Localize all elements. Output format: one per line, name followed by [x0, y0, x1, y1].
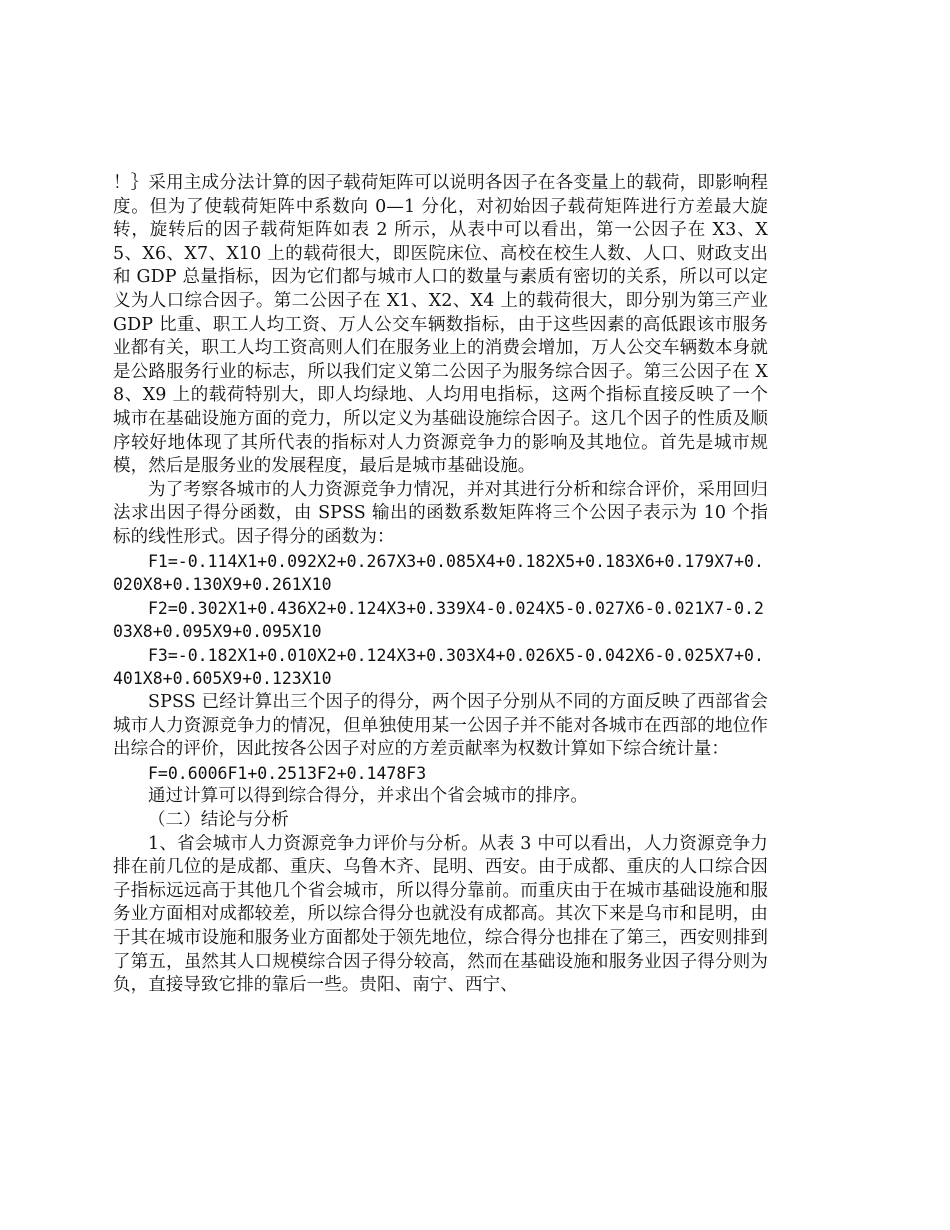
- formula-f1: F1=-0.114X1+0.092X2+0.267X3+0.085X4+0.182X5+0.183X6+0.179X7+0.020X8+0.130X9+0.261X10: [113, 551, 764, 595]
- paragraph-conclusion-analysis: 1、省会城市人力资源竞争力评价与分析。从表 3 中可以看出，人力资源竞争力排在前几位的是成都、重庆、乌鲁木齐、昆明、西安。由于成都、重庆的人口综合因子指标远远高于其他几个省会城市，所以得分靠前。而重庆由于在城市基础设施和服务业方面相对成都较差，所以综合得分也就没有成都高。其次下来是乌市和昆明，由于其在城市设施和服务业方面都处于领先地位，综合得分也排在了第三，西安则排到了第五，虽然其人口规模综合因子得分较高，然而在基础设施和服务业因子得分则为负，直接导致它排的靠后一些。贵阳、南宁、西宁、: [113, 833, 768, 996]
- formula-f2: F2=0.302X1+0.436X2+0.124X3+0.339X4-0.024X5-0.027X6-0.021X7-0.203X8+0.095X9+0.095X10: [113, 598, 764, 642]
- formula-f3: F3=-0.182X1+0.010X2+0.124X3+0.303X4+0.026X5-0.042X6-0.025X7+0.401X8+0.605X9+0.123X10: [113, 645, 764, 689]
- paragraph-factor-scores: 为了考察各城市的人力资源竞争力情况，并对其进行分析和综合评价，采用回归法求出因子得分函数，由 SPSS 输出的函数系数矩阵将三个公因子表示为 10 个指标的线性形式。因子得分的函数为：: [113, 479, 768, 547]
- paragraph-ranking: 通过计算可以得到综合得分，并求出个省会城市的排序。: [148, 786, 588, 807]
- paragraph-factor-loadings: ！｝采用主成分法计算的因子载荷矩阵可以说明各因子在各变量上的载荷，即影响程度。但为了使载荷矩阵中系数向 0—1 分化，对初始因子载荷矩阵进行方差最大旋转，旋转后的因子载荷矩阵如表 2 所示，从表中可以看出，第一公因子在 X3、X5、X6、X7、X10 上的载荷很大，即医院床位、高校在校生人数、人口、财政支出和 GDP 总量指标，因为它们都与城市人口的数量与素质有密切的关系，所以可以定义为人口综合因子。第二公因子在 X1、X2、X4 上的载荷很大，即分别为第三产业 GDP 比重、职工人均工资、万人公交车辆数指标，由于这些因素的高低跟该市服务业都有关，职工人均工资高则人们在服务业上的消费会增加，万人公交车辆数本身就是公路服务行业的标志，所以我们定义第二公因子为服务综合因子。第三公因子在 X8、X9 上的载荷特别大，即人均绿地、人均用电指标，这两个指标直接反映了一个城市在基础设施方面的竞力，所以定义为基础设施综合因子。这几个因子的性质及顺序较好地体现了其所代表的指标对人力资源竞争力的影响及其地位。首先是城市规模，然后是服务业的发展程度，最后是城市基础设施。: [113, 173, 768, 477]
- section-heading-conclusion: （二）结论与分析: [148, 810, 289, 831]
- paragraph-spss-scores: SPSS 已经计算出三个因子的得分，两个因子分别从不同的方面反映了西部省会城市人力资源竞争力的情况，但单独使用某一公因子并不能对各城市在西部的地位作出综合的评价，因此按各公因子对应的方差贡献率为权数计算如下综合统计量：: [113, 692, 768, 760]
- document-page: [113, 172, 768, 998]
- formula-composite-score: F=0.6006F1+0.2513F2+0.1478F3: [148, 763, 427, 783]
